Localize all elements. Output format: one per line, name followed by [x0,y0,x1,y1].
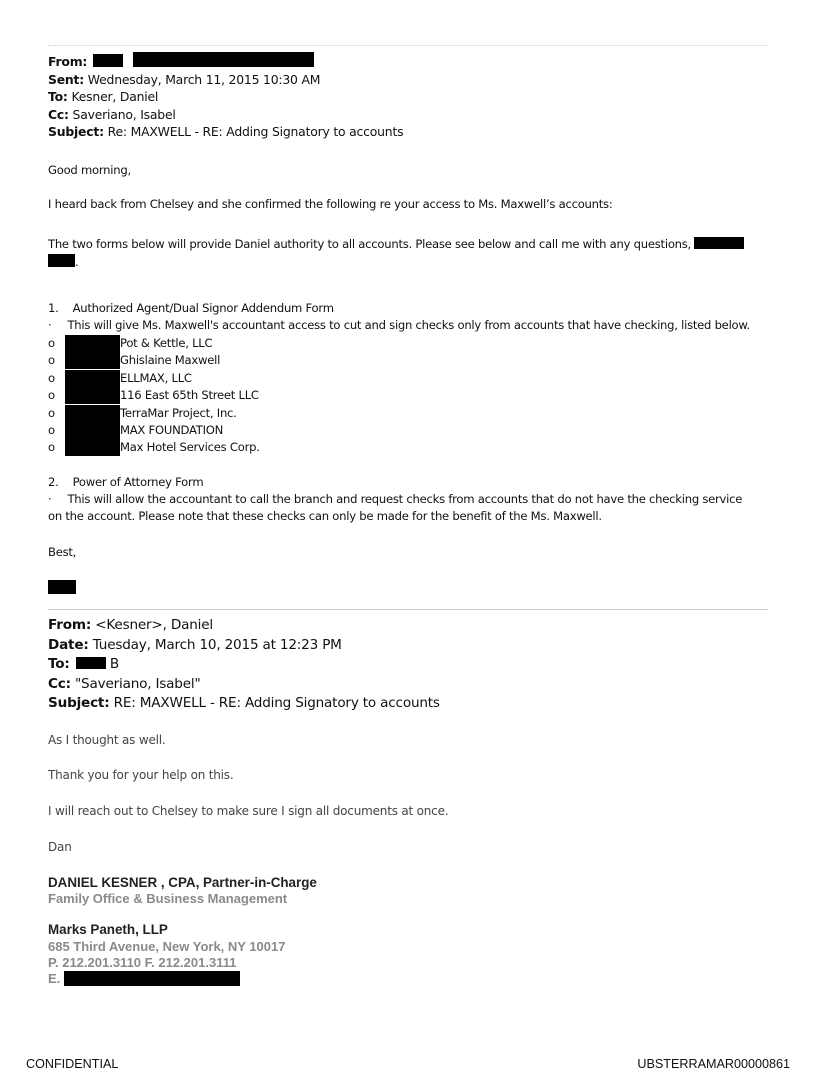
item2-desc-line1: This will allow the accountant to call the branch and request checks from accounts that do not have the checking service [67,492,743,506]
account-name: Max Hotel Services Corp. [120,440,260,455]
email1-from-row [48,52,403,71]
redacted-signature [48,580,76,594]
email-divider [48,609,768,610]
subject-value: Re: MAXWELL - RE: Adding Signatory to accounts [107,124,404,139]
redacted-account [65,439,120,456]
signature-firm: Marks Paneth, LLP [48,922,168,937]
item2-title: Power of Attorney Form [72,475,204,489]
redacted-account [65,422,120,439]
email1-greeting: Good morning, [48,163,131,177]
para2-end: . [75,255,79,269]
bullet-icon: o [48,370,55,385]
cc-label: Cc: [48,675,71,692]
redacted-account [65,370,120,387]
item2-desc-cont: on the account. Please note that these checks can only be made for the benefit of the Ms. Maxwell. [48,509,602,523]
sent-label: Sent: [48,71,85,87]
sent-value: Wednesday, March 11, 2015 10:30 AM [87,71,321,87]
redacted-account [65,387,120,404]
from-value: <Kesner>, Daniel [95,617,213,633]
email2-cc-row [48,675,440,695]
email1-to-row [48,88,403,106]
email2-date-row [48,636,440,656]
email1-header [48,52,403,141]
redacted-recipient [76,657,106,669]
item2-number: 2. [48,475,59,489]
email2-from-row [48,616,440,636]
account-name: TerraMar Project, Inc. [120,405,237,420]
signature-dept: Family Office & Business Management [48,891,288,906]
account-name: ELLMAX, LLC [120,370,192,385]
email1-para2-cont [48,254,78,270]
item1-dot: · [48,318,52,332]
redacted-account [65,405,120,422]
to-value: B [109,656,120,672]
redacted-name-cont [48,254,75,267]
signature-name: DANIEL KESNER , CPA, Partner-in-Charge [48,875,317,890]
email1-para1: I heard back from Chelsey and she confirmed the following re your access to Ms. Maxwell’s accounts: [48,197,613,211]
item1-title: Authorized Agent/Dual Signor Addendum Form [72,301,334,315]
signature-email-row [48,971,240,986]
email1-sent-row [48,71,403,89]
footer-confidential: CONFIDENTIAL [26,1057,119,1071]
email2-signoff: Dan [48,840,72,854]
from-label: From: [48,54,88,69]
to-label: To: [48,89,68,104]
item2-title-row [48,474,203,492]
email2-line2: Thank you for your help on this. [48,768,234,782]
bullet-icon: o [48,405,55,420]
to-value: Kesner, Daniel [71,89,159,104]
top-divider [48,45,768,46]
subject-label: Subject: [48,124,104,139]
account-name: Pot & Kettle, LLC [120,336,213,350]
cc-label: Cc: [48,106,69,122]
bullet-icon: o [48,353,55,368]
email2-header [48,616,440,714]
bullet-icon: o [48,423,55,437]
to-label: To: [48,656,70,672]
date-value: Tuesday, March 10, 2015 at 12:23 PM [92,636,342,653]
email2-subject-row [48,694,440,714]
redacted-account [65,352,120,369]
email1-cc-row [48,106,403,124]
item2-desc-row [48,491,742,509]
cc-value: Saveriano, Isabel [72,106,176,122]
email2-line3: I will reach out to Chelsey to make sure I sign all documents at once. [48,804,449,818]
email2-line1: As I thought as well. [48,733,166,747]
item1-number: 1. [48,301,59,315]
account-name: Ghislaine Maxwell [120,353,221,368]
from-label: From: [48,617,92,633]
item1-desc-row [48,317,750,335]
account-name: 116 East 65th Street LLC [120,388,259,403]
cc-value: "Saveriano, Isabel" [75,675,201,692]
redacted-email [64,971,240,986]
email1-closing: Best, [48,545,77,559]
item2-dot: · [48,492,52,506]
redacted-sender [93,54,123,67]
subject-value: RE: MAXWELL - RE: Adding Signatory to accounts [113,695,440,711]
signature-phones: P. 212.201.3110 F. 212.201.3111 [48,955,237,970]
item1-title-row [48,300,334,318]
signature-address: 685 Third Avenue, New York, NY 10017 [48,939,286,954]
email1-subject-row [48,123,403,141]
email-label: E. [48,971,61,986]
date-label: Date: [48,636,89,653]
item1-desc: This will give Ms. Maxwell's accountant access to cut and sign checks only from accounts that have checking, listed below. [67,318,750,332]
account-name: MAX FOUNDATION [120,423,224,437]
bullet-icon: o [48,336,55,350]
bullet-icon: o [48,440,55,455]
redacted-sender-email [133,52,314,67]
email1-para2 [48,236,744,252]
redacted-name [694,237,744,249]
footer-bates-number: UBSTERRAMAR00000861 [637,1057,790,1071]
email2-to-row [48,655,440,675]
subject-label: Subject: [48,695,110,711]
para2-text: The two forms below will provide Daniel authority to all accounts. Please see below and call me with any questions, [48,237,691,251]
redacted-account [65,335,120,352]
bullet-icon: o [48,388,55,403]
